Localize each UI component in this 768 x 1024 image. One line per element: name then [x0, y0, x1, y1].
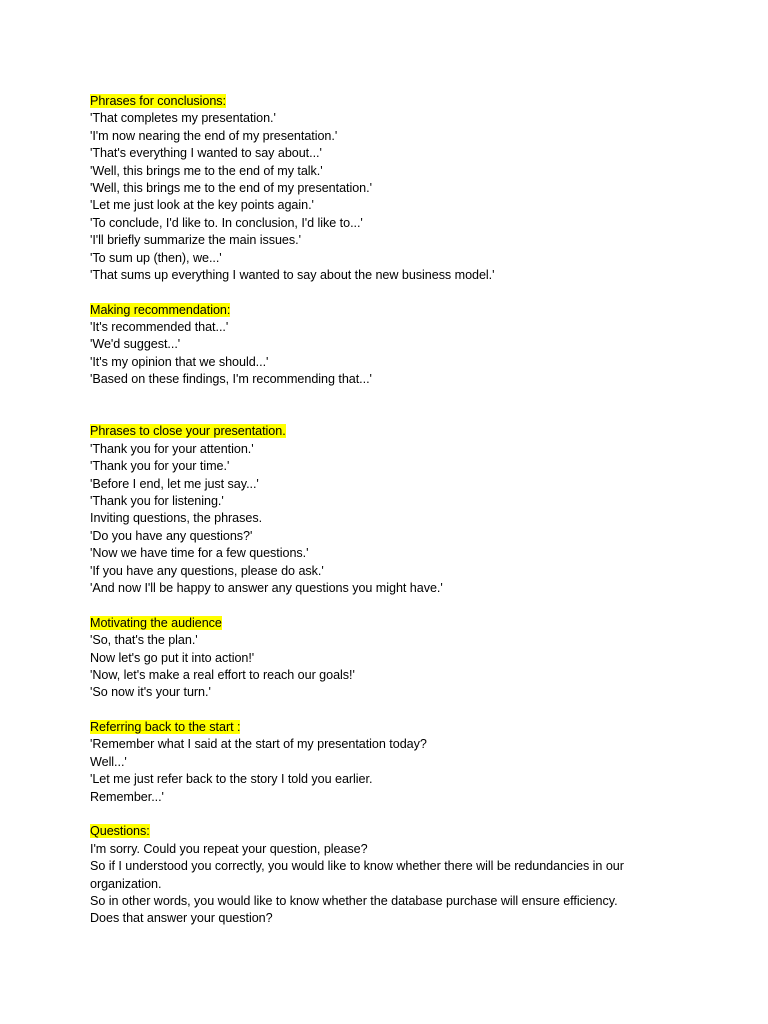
text-line: 'Let me just look at the key points again.' — [90, 198, 314, 213]
text-line: 'And now I'll be happy to answer any questions you might have.' — [90, 580, 443, 595]
text-line: 'I'm now nearing the end of my presentation.' — [90, 128, 338, 143]
section-heading: Referring back to the start : — [90, 720, 241, 735]
text-line: 'Thank you for your time.' — [90, 459, 230, 474]
text-line: 'So, that's the plan.' — [90, 633, 198, 648]
text-line: So if I understood you correctly, you would like to know whether there will be redundancies in our — [90, 859, 624, 874]
paragraph-gap — [90, 702, 690, 719]
section-heading: Phrases for conclusions: — [90, 94, 226, 108]
section-questions-heading-line — [90, 823, 690, 840]
section-motivating-heading-line — [90, 615, 690, 632]
text-line: 'Well, this brings me to the end of my talk.' — [90, 163, 323, 178]
text-line: Now let's go put it into action!' — [90, 650, 255, 665]
text-line: Well...' — [90, 754, 127, 769]
text-line: 'It's my opinion that we should...' — [90, 354, 269, 369]
text-line: Remember...' — [90, 789, 164, 804]
section-heading: Phrases to close your presentation. — [90, 424, 286, 439]
text-line: 'To conclude, I'd like to. In conclusion, I'd like to...' — [90, 215, 363, 230]
text-line: 'Now, let's make a real effort to reach our goals!' — [90, 667, 355, 682]
text-line: 'That completes my presentation.' — [90, 111, 276, 126]
paragraph-gap — [90, 597, 690, 614]
paragraph-gap — [90, 284, 690, 301]
text-line: 'Thank you for your attention.' — [90, 441, 254, 456]
section-conclusions-heading-line — [90, 93, 690, 110]
text-line: So in other words, you would like to know whether the database purchase will ensure efficiency. — [90, 893, 618, 908]
text-line: 'Let me just refer back to the story I told you earlier. — [90, 772, 373, 787]
text-line: 'It's recommended that...' — [90, 320, 229, 335]
text-line: I'm sorry. Could you repeat your question, please? — [90, 841, 368, 856]
text-line: 'Remember what I said at the start of my presentation today? — [90, 737, 427, 752]
text-line: 'We'd suggest...' — [90, 337, 181, 352]
text-line: organization. — [90, 876, 162, 891]
text-line: Does that answer your question? — [90, 911, 273, 926]
section-heading: Motivating the audience — [90, 615, 222, 630]
text-line: Inviting questions, the phrases. — [90, 511, 263, 526]
text-line: 'That sums up everything I wanted to say about the new business model.' — [90, 267, 495, 282]
text-line: 'So now it's your turn.' — [90, 685, 211, 700]
document-page — [90, 93, 690, 928]
text-line: 'Now we have time for a few questions.' — [90, 546, 309, 561]
text-line: 'Well, this brings me to the end of my presentation.' — [90, 180, 372, 195]
text-line: 'Based on these findings, I'm recommending that...' — [90, 372, 372, 387]
text-line: 'If you have any questions, please do ask.' — [90, 563, 324, 578]
text-line: 'Before I end, let me just say...' — [90, 476, 259, 491]
text-line: 'Do you have any questions?' — [90, 528, 253, 543]
text-line: 'To sum up (then), we...' — [90, 250, 222, 265]
paragraph-gap — [90, 806, 690, 823]
section-heading: Making recommendation: — [90, 302, 231, 317]
section-referring-heading-line — [90, 719, 690, 736]
text-line: 'I'll briefly summarize the main issues.' — [90, 233, 301, 248]
section-heading: Questions: — [90, 824, 150, 839]
text-line: 'That's everything I wanted to say about...' — [90, 146, 322, 161]
section-recommendation-heading-line — [90, 302, 690, 319]
section-close-heading-line — [90, 423, 690, 440]
paragraph-gap — [90, 389, 690, 424]
text-line: 'Thank you for listening.' — [90, 494, 224, 508]
